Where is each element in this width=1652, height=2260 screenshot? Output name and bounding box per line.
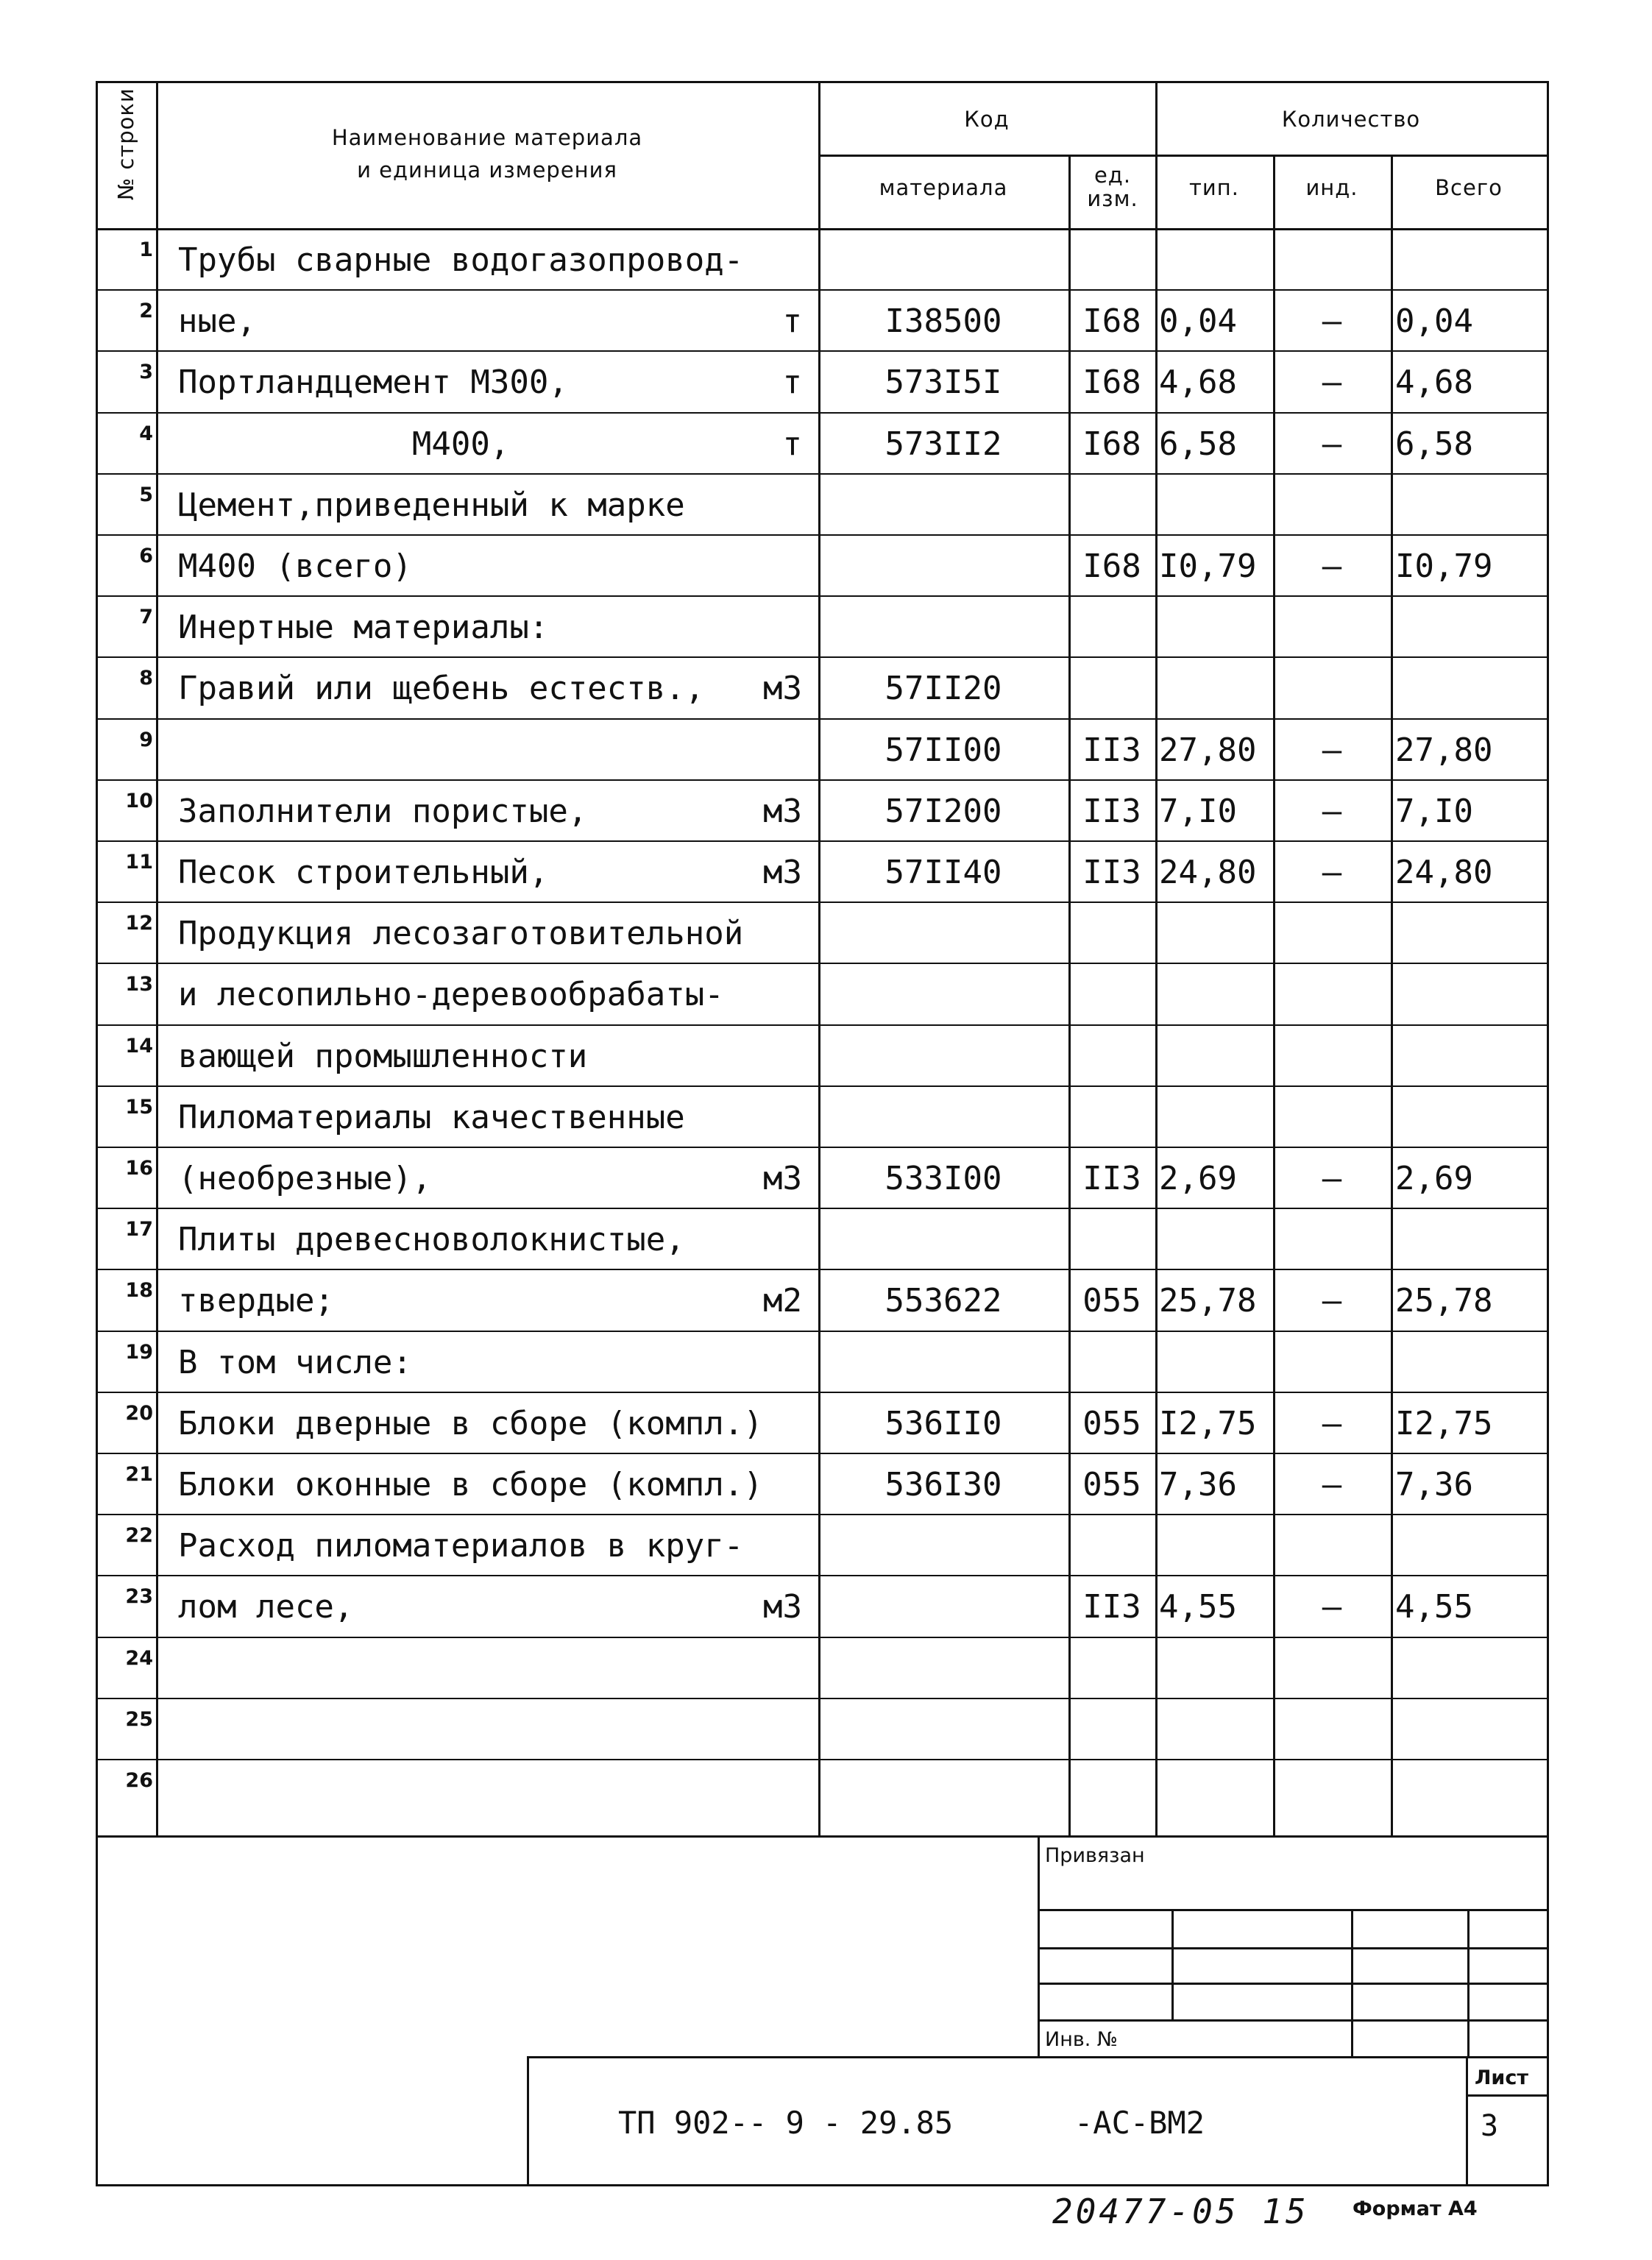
unit-label: м3 (763, 792, 802, 830)
row-separator (96, 1637, 1547, 1638)
code-material-cell: 573II2 (885, 425, 1002, 463)
material-name: Трубы сварные водогазопровод- (178, 241, 744, 279)
material-name: вающей промышленности (178, 1037, 588, 1075)
qty-ind-cell: – (1322, 425, 1342, 463)
row-separator (96, 1085, 1547, 1087)
unit-label: м3 (763, 670, 802, 708)
qty-total-cell: I2,75 (1395, 1404, 1493, 1442)
unit-label: т (782, 364, 802, 402)
qty-typ-header: тип. (1189, 175, 1239, 200)
row-number: 12 (125, 912, 153, 935)
qty-typ-cell: 27,80 (1159, 731, 1257, 769)
row-number: 13 (125, 973, 153, 996)
code-material-cell: 536I30 (885, 1466, 1002, 1503)
code-unit-cell: 055 (1082, 1466, 1141, 1503)
unit-label: м3 (763, 1588, 802, 1626)
qty-total-cell: 4,55 (1395, 1588, 1473, 1626)
row-separator (96, 901, 1547, 903)
material-name: ные, (178, 302, 256, 341)
code-unit-cell: 055 (1082, 1404, 1141, 1442)
material-name: твердые; (178, 1282, 334, 1320)
row-number: 10 (125, 789, 153, 812)
qty-total-cell: 7,I0 (1395, 792, 1473, 830)
code-material-cell: 536II0 (885, 1404, 1002, 1442)
material-name: Гравий или щебень естеств., (178, 670, 705, 708)
row-number: 9 (139, 728, 153, 751)
row-separator (96, 656, 1547, 658)
row-separator (96, 1024, 1547, 1026)
qty-ind-cell: – (1322, 792, 1342, 830)
row-number: 25 (125, 1707, 153, 1731)
qty-typ-cell: 4,68 (1159, 364, 1237, 402)
row-separator (96, 1759, 1547, 1760)
row-separator (96, 595, 1547, 597)
row-number: 3 (139, 361, 153, 384)
material-name: В том числе: (178, 1343, 412, 1381)
row-number: 15 (125, 1095, 153, 1119)
unit-label: т (782, 302, 802, 341)
row-separator (96, 412, 1547, 414)
qty-typ-cell: 7,36 (1159, 1466, 1237, 1503)
name-header-line1: Наименование материала (331, 125, 643, 150)
material-name: Заполнители пористые, (178, 792, 588, 830)
material-name: Продукция лесозаготовительной (178, 915, 744, 953)
qty-typ-cell: 2,69 (1159, 1160, 1237, 1197)
material-name: Расход пиломатериалов в круг- (178, 1527, 744, 1565)
row-separator (96, 1331, 1547, 1332)
row-separator (96, 1514, 1547, 1515)
unit-label: м3 (763, 1160, 802, 1197)
row-number: 23 (125, 1585, 153, 1609)
qty-total-cell: 0,04 (1395, 302, 1473, 341)
material-name: Блоки оконные в сборе (компл.) (178, 1466, 763, 1503)
material-name: М400, (178, 425, 510, 463)
qty-total-cell: 25,78 (1395, 1282, 1493, 1320)
bound-label: Привязан (1045, 1844, 1145, 1867)
material-name: Цемент,приведенный к марке (178, 486, 685, 524)
qty-ind-cell: – (1322, 364, 1342, 402)
row-number: 1 (139, 238, 153, 261)
row-separator (96, 1698, 1547, 1699)
qty-ind-cell: – (1322, 1588, 1342, 1626)
row-number: 18 (125, 1279, 153, 1303)
row-separator (96, 963, 1547, 964)
row-number: 26 (125, 1769, 153, 1792)
qty-typ-cell: 25,78 (1159, 1282, 1257, 1320)
qty-total-cell: 2,69 (1395, 1160, 1473, 1197)
row-number: 24 (125, 1646, 153, 1670)
row-separator (96, 1147, 1547, 1148)
document-code: ТП 902-- 9 - 29.85 (618, 2105, 954, 2141)
code-material-header: материала (879, 175, 1008, 200)
qty-total-cell: I0,79 (1395, 548, 1493, 585)
code-unit-cell: II3 (1082, 792, 1141, 830)
row-number: 19 (125, 1340, 153, 1364)
row-number: 11 (125, 851, 153, 874)
material-name: Инертные материалы: (178, 609, 549, 647)
row-number: 8 (139, 667, 153, 690)
material-name: Пиломатериалы качественные (178, 1098, 685, 1136)
qty-typ-cell: 0,04 (1159, 302, 1237, 341)
qty-ind-cell: – (1322, 548, 1342, 585)
code-unit-cell: I68 (1082, 425, 1141, 463)
handwritten-number: 20477-05 15 (1052, 2192, 1309, 2231)
code-material-cell: 57II40 (885, 854, 1002, 891)
code-material-cell: 57I200 (885, 792, 1002, 830)
code-unit-header: ед. изм. (1087, 163, 1138, 211)
code-material-cell: I38500 (885, 302, 1002, 341)
qty-typ-cell: 7,I0 (1159, 792, 1237, 830)
code-material-cell: 553622 (885, 1282, 1002, 1320)
qty-total-cell: 24,80 (1395, 854, 1493, 891)
code-unit-cell: II3 (1082, 1160, 1141, 1197)
material-name: и лесопильно-деревообрабаты- (178, 976, 724, 1014)
row-separator (96, 1575, 1547, 1576)
code-material-cell: 533I00 (885, 1160, 1002, 1197)
unit-label: т (782, 425, 802, 463)
qty-total-cell: 27,80 (1395, 731, 1493, 769)
qty-total-header: Всего (1435, 175, 1503, 200)
code-unit-cell: I68 (1082, 548, 1141, 585)
qty-typ-cell: I2,75 (1159, 1404, 1257, 1442)
qty-typ-cell: 6,58 (1159, 425, 1237, 463)
material-name: М400 (всего) (178, 548, 412, 585)
material-name: (необрезные), (178, 1160, 432, 1197)
row-number-header: № строки (113, 88, 138, 200)
qty-ind-cell: – (1322, 302, 1342, 341)
row-number: 7 (139, 606, 153, 629)
row-separator (96, 840, 1547, 842)
row-separator (96, 1392, 1547, 1393)
name-header-line2: и единица измерения (357, 157, 617, 183)
material-name: лом лесе, (178, 1588, 354, 1626)
row-separator (96, 534, 1547, 536)
row-number: 21 (125, 1463, 153, 1486)
row-separator (96, 473, 1547, 475)
qty-typ-cell: I0,79 (1159, 548, 1257, 585)
qty-total-cell: 6,58 (1395, 425, 1473, 463)
qty-total-cell: 4,68 (1395, 364, 1473, 402)
code-material-cell: 57II20 (885, 670, 1002, 708)
row-separator (96, 1453, 1547, 1454)
document-suffix: -АС-ВМ2 (1074, 2105, 1205, 2141)
qty-ind-cell: – (1322, 854, 1342, 891)
code-unit-cell: II3 (1082, 854, 1141, 891)
row-separator (96, 1208, 1547, 1209)
row-number: 2 (139, 300, 153, 323)
qty-ind-header: инд. (1305, 175, 1358, 200)
code-material-cell: 573I5I (885, 364, 1002, 402)
row-number: 14 (125, 1034, 153, 1058)
row-separator (96, 718, 1547, 720)
qty-ind-cell: – (1322, 1404, 1342, 1442)
qty-total-cell: 7,36 (1395, 1466, 1473, 1503)
row-number: 4 (139, 422, 153, 445)
code-unit-cell: 055 (1082, 1282, 1141, 1320)
sheet-number: 3 (1481, 2109, 1499, 2143)
code-unit-cell: II3 (1082, 1588, 1141, 1626)
code-unit-cell: I68 (1082, 302, 1141, 341)
row-separator (96, 350, 1547, 352)
material-name: Песок строительный, (178, 854, 549, 891)
qty-ind-cell: – (1322, 731, 1342, 769)
code-material-cell: 57II00 (885, 731, 1002, 769)
code-unit-cell: I68 (1082, 364, 1141, 402)
format-label: Формат А4 (1353, 2197, 1478, 2220)
material-name: Портландцемент М300, (178, 364, 568, 402)
row-number: 20 (125, 1401, 153, 1425)
row-number: 22 (125, 1524, 153, 1548)
row-number: 17 (125, 1218, 153, 1241)
row-separator (96, 289, 1547, 291)
qty-ind-cell: – (1322, 1160, 1342, 1197)
code-header: Код (964, 107, 1010, 132)
inventory-label: Инв. № (1045, 2028, 1119, 2051)
row-number: 5 (139, 483, 153, 506)
row-separator (96, 1269, 1547, 1270)
qty-typ-cell: 24,80 (1159, 854, 1257, 891)
quantity-header: Количество (1281, 107, 1421, 132)
code-unit-cell: II3 (1082, 731, 1141, 769)
row-number: 16 (125, 1157, 153, 1180)
qty-ind-cell: – (1322, 1282, 1342, 1320)
unit-label: м3 (763, 854, 802, 891)
material-name: Плиты древесноволокнистые, (178, 1221, 685, 1259)
material-name: Блоки дверные в сборе (компл.) (178, 1404, 763, 1442)
unit-label: м2 (763, 1282, 802, 1320)
sheet-label: Лист (1475, 2066, 1528, 2089)
row-number: 6 (139, 545, 153, 567)
row-separator (96, 779, 1547, 781)
qty-ind-cell: – (1322, 1466, 1342, 1503)
qty-typ-cell: 4,55 (1159, 1588, 1237, 1626)
